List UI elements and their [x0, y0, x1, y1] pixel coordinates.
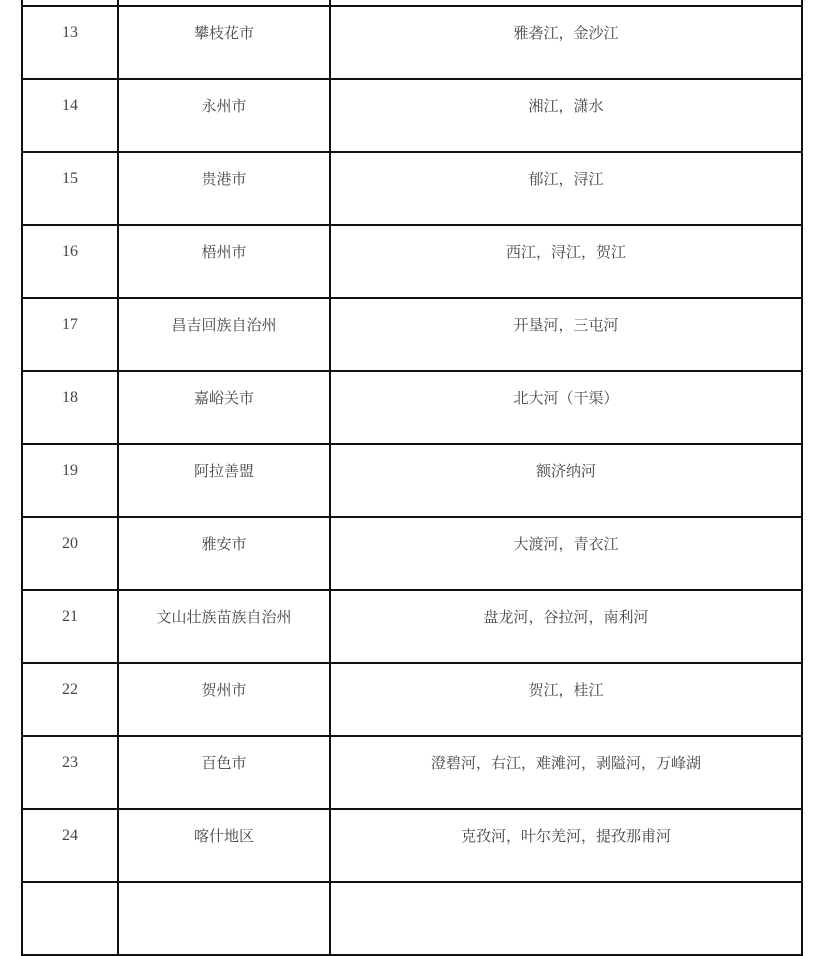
row-index: 22 — [22, 663, 118, 736]
city-river-table — [21, 0, 803, 956]
river-names: 澄碧河，右江，难滩河，剥隘河，万峰湖 — [330, 736, 802, 809]
river-names: 大渡河，青衣江 — [330, 517, 802, 590]
river-names — [330, 882, 802, 955]
row-index: 23 — [22, 736, 118, 809]
row-index: 14 — [22, 79, 118, 152]
row-index: 15 — [22, 152, 118, 225]
river-names: 湘江，潇水 — [330, 79, 802, 152]
city-name: 嘉峪关市 — [118, 371, 330, 444]
city-name: 永州市 — [118, 79, 330, 152]
table-row — [22, 590, 802, 663]
city-name — [118, 882, 330, 955]
river-names: 贺江，桂江 — [330, 663, 802, 736]
river-names: 北大河（干渠） — [330, 371, 802, 444]
row-index: 17 — [22, 298, 118, 371]
table-row — [22, 517, 802, 590]
city-name: 阿拉善盟 — [118, 444, 330, 517]
row-index: 16 — [22, 225, 118, 298]
river-names: 盘龙河，谷拉河，南利河 — [330, 590, 802, 663]
city-river-table-container — [21, 0, 803, 956]
row-index — [22, 882, 118, 955]
river-names: 额济纳河 — [330, 444, 802, 517]
table-row-partial-bottom — [22, 882, 802, 955]
river-names: 克孜河，叶尔羌河，提孜那甫河 — [330, 809, 802, 882]
table-row — [22, 6, 802, 79]
city-name: 攀枝花市 — [118, 6, 330, 79]
river-names: 郁江，浔江 — [330, 152, 802, 225]
row-index: 24 — [22, 809, 118, 882]
row-index: 13 — [22, 6, 118, 79]
table-row — [22, 225, 802, 298]
city-name: 贺州市 — [118, 663, 330, 736]
river-names: 雅砻江，金沙江 — [330, 6, 802, 79]
row-index: 21 — [22, 590, 118, 663]
river-names: 开垦河，三屯河 — [330, 298, 802, 371]
table-row — [22, 371, 802, 444]
city-name: 梧州市 — [118, 225, 330, 298]
table-row — [22, 736, 802, 809]
city-name: 贵港市 — [118, 152, 330, 225]
table-row — [22, 444, 802, 517]
city-name: 昌吉回族自治州 — [118, 298, 330, 371]
table-row — [22, 298, 802, 371]
city-name: 文山壮族苗族自治州 — [118, 590, 330, 663]
river-names: 西江，浔江，贺江 — [330, 225, 802, 298]
row-index: 19 — [22, 444, 118, 517]
row-index: 18 — [22, 371, 118, 444]
table-row — [22, 79, 802, 152]
city-name: 雅安市 — [118, 517, 330, 590]
table-row — [22, 809, 802, 882]
row-index: 20 — [22, 517, 118, 590]
table-row — [22, 663, 802, 736]
city-name: 喀什地区 — [118, 809, 330, 882]
table-row — [22, 152, 802, 225]
city-name: 百色市 — [118, 736, 330, 809]
